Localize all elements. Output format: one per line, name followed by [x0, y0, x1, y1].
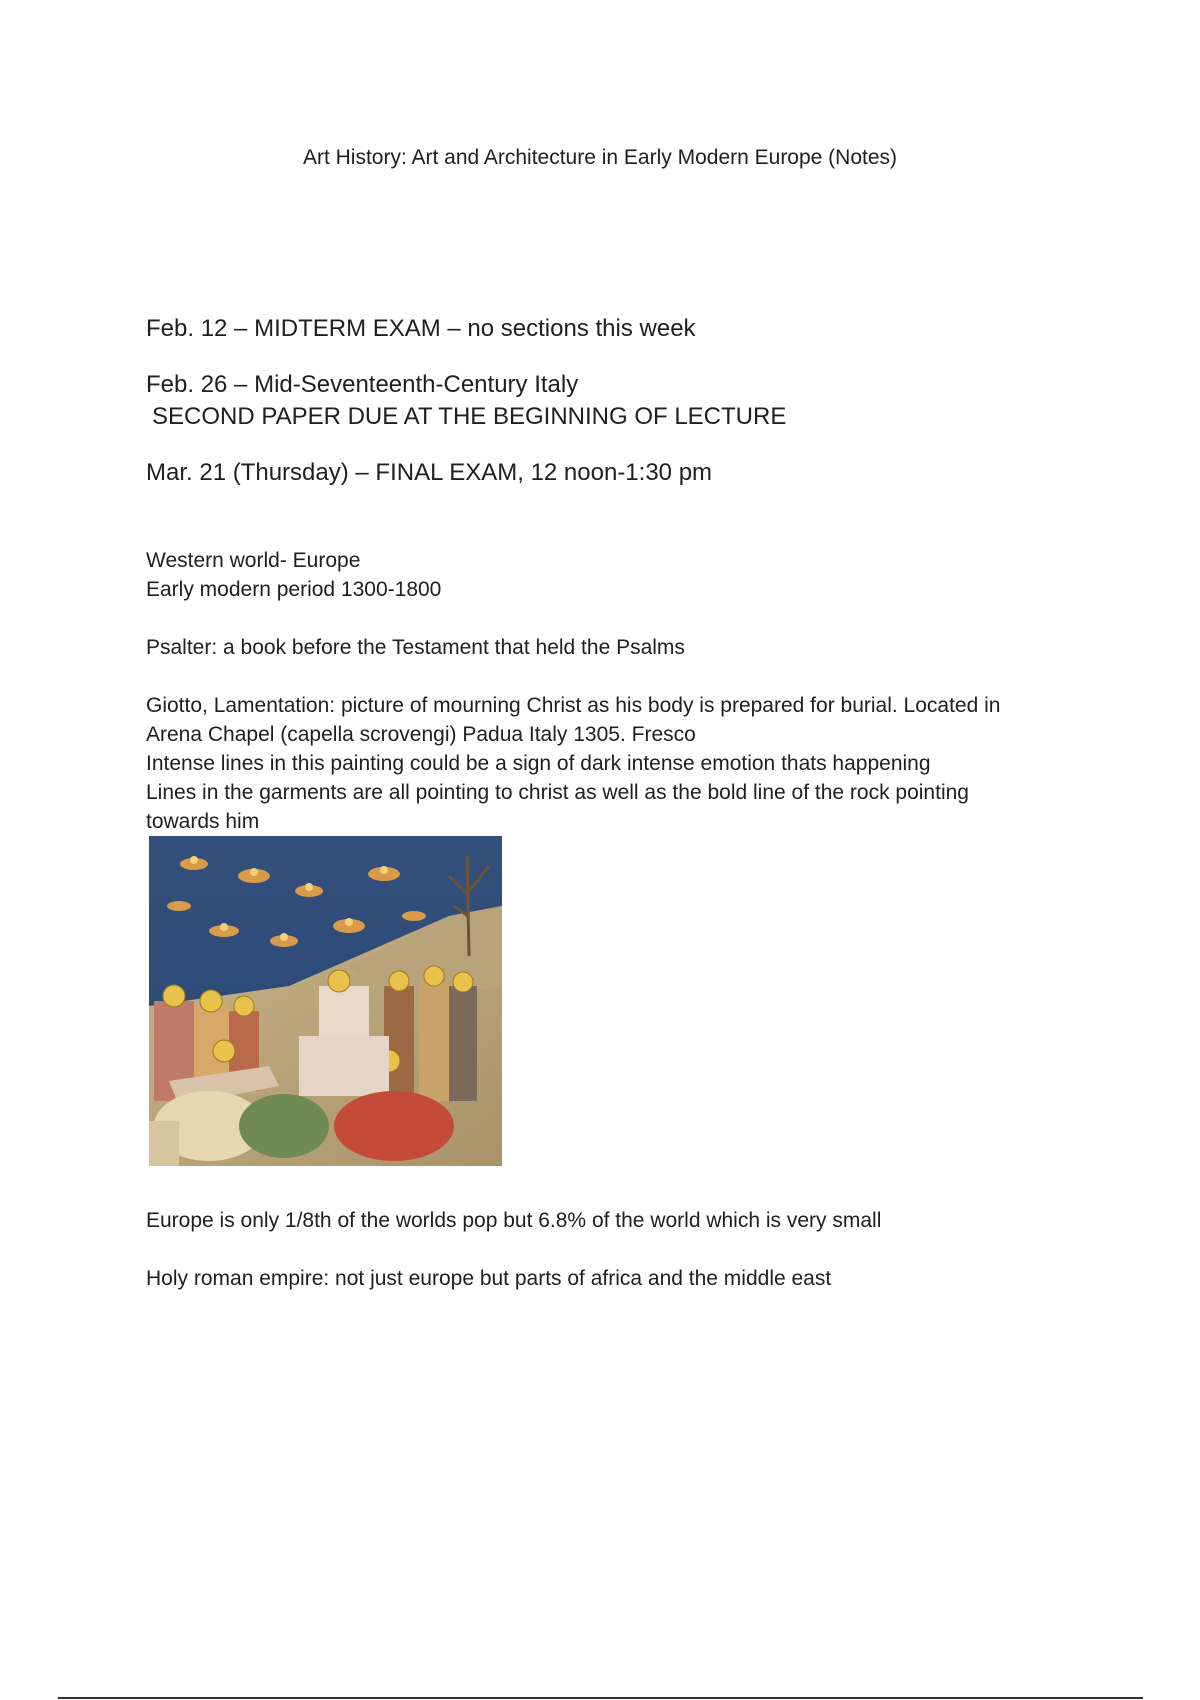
schedule-item-midterm [146, 313, 1106, 345]
note-giotto [146, 691, 1086, 836]
schedule-list [146, 313, 1106, 513]
fresco-painting-image [149, 836, 502, 1166]
page-bottom-rule [58, 1697, 1143, 1699]
note-giotto-line: Arena Chapel (capella scrovengi) Padua Italy 1305. Fresco [146, 723, 696, 746]
note-holy-roman: Holy roman empire: not just europe but parts of africa and the middle east [146, 1267, 832, 1290]
page-title: Art History: Art and Architecture in Early Modern Europe (Notes) [302, 146, 898, 169]
note-period: Early modern period 1300-1800 [146, 578, 442, 601]
schedule-item-second-paper [146, 369, 1106, 433]
schedule-date-line: Feb. 26 – Mid-Seventeenth-Century Italy [146, 371, 579, 398]
schedule-date-line: Mar. 21 (Thursday) – FINAL EXAM, 12 noon-1:30 pm [146, 459, 713, 486]
note-giotto-line: towards him [146, 810, 260, 833]
note-giotto-line: Lines in the garments are all pointing to christ as well as the bold line of the rock pointing [146, 781, 969, 804]
schedule-date-line: Feb. 12 – MIDTERM EXAM – no sections this week [146, 315, 696, 342]
note-region-period [146, 546, 1086, 604]
note-giotto-line: Intense lines in this painting could be a sign of dark intense emotion thats happening [146, 752, 931, 775]
notes-section [146, 546, 1086, 1322]
note-europe-pop: Europe is only 1/8th of the worlds pop but 6.8% of the world which is very small [146, 1209, 882, 1232]
schedule-sub-line: SECOND PAPER DUE AT THE BEGINNING OF LECTURE [152, 403, 787, 430]
note-psalter: Psalter: a book before the Testament that held the Psalms [146, 636, 685, 659]
note-region: Western world- Europe [146, 549, 361, 572]
schedule-item-final [146, 457, 1106, 489]
note-giotto-line: Giotto, Lamentation: picture of mourning Christ as his body is prepared for burial. Located in [146, 694, 1001, 717]
